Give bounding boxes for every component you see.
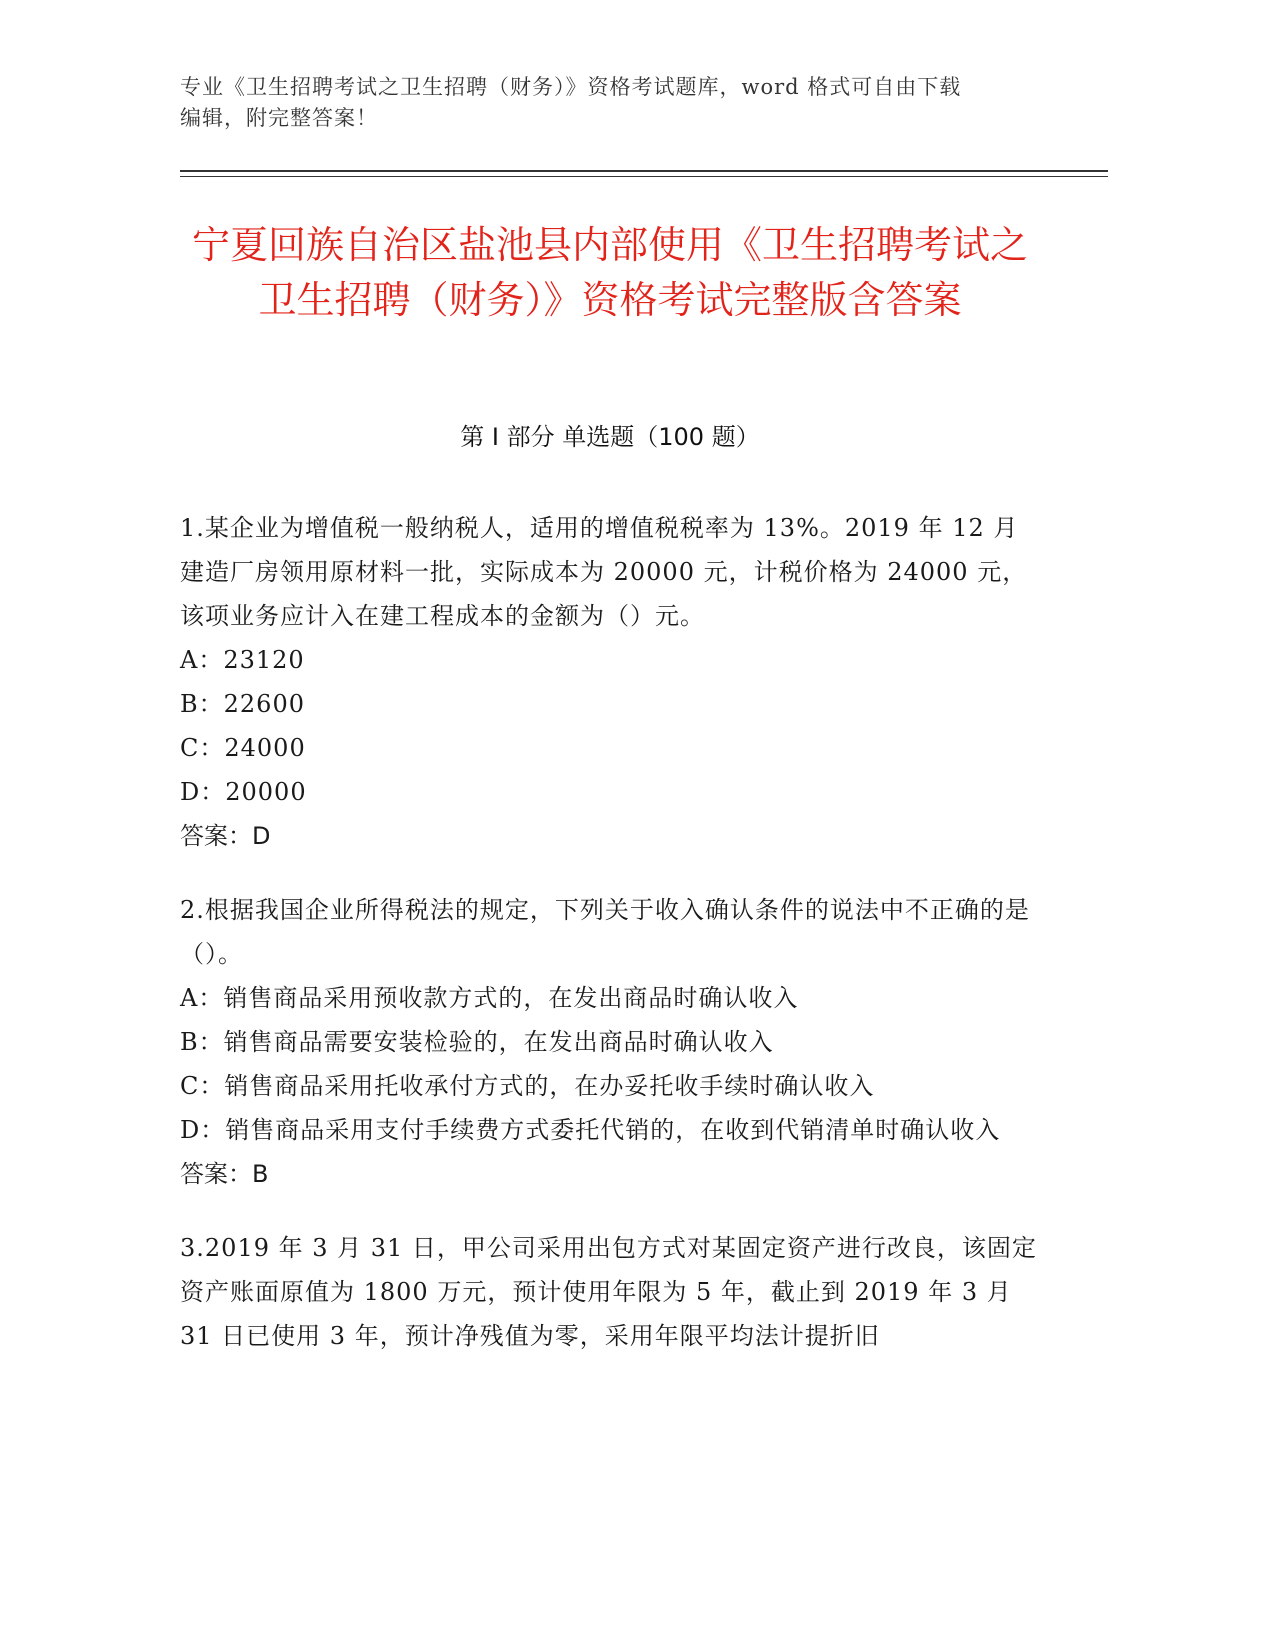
header-divider-thin	[180, 176, 1108, 177]
option-d: D：销售商品采用支付手续费方式委托代销的，在收到代销清单时确认收入	[180, 1116, 1001, 1144]
question-3	[180, 1226, 1040, 1358]
question-1	[180, 506, 1040, 858]
answer-line: 答案：B	[180, 1160, 269, 1188]
question-stem: 3.2019 年 3 月 31 日，甲公司采用出包方式对某固定资产进行改良，该固定资产账面原值为 1800 万元，预计使用年限为 5 年，截止到 2019 年 3 月 31 日已使用 3 年，预计净残值为零，采用年限平均法计提折旧	[180, 1234, 1037, 1350]
option-b: B：22600	[180, 690, 305, 718]
option-a: A：销售商品采用预收款方式的，在发出商品时确认收入	[180, 984, 799, 1012]
header-divider-thick	[180, 170, 1108, 172]
question-stem: 2.根据我国企业所得税法的规定，下列关于收入确认条件的说法中不正确的是（）。	[180, 896, 1030, 968]
option-c: C：销售商品采用托收承付方式的，在办妥托收手续时确认收入	[180, 1072, 875, 1100]
option-a: A：23120	[180, 646, 305, 674]
option-d: D：20000	[180, 778, 307, 806]
question-stem: 1.某企业为增值税一般纳税人，适用的增值税税率为 13%。2019 年 12 月建造厂房领用原材料一批，实际成本为 20000 元，计税价格为 24000 元，该项业务应计入在建工程成本的金额为（）元。	[180, 514, 1028, 630]
header-note-line-1: 专业《卫生招聘考试之卫生招聘（财务）》资格考试题库，word 格式可自由下载	[180, 75, 962, 99]
question-list	[180, 506, 1040, 1388]
section-title: 第 I 部分 单选题（100 题）	[460, 423, 760, 451]
answer-line: 答案：D	[180, 822, 271, 850]
option-b: B：销售商品需要安装检验的，在发出商品时确认收入	[180, 1028, 774, 1056]
option-c: C：24000	[180, 734, 306, 762]
header-note	[180, 72, 1080, 134]
document-title: 宁夏回族自治区盐池县内部使用《卫生招聘考试之卫生招聘（财务）》资格考试完整版含答案	[191, 223, 1028, 322]
question-2	[180, 888, 1040, 1196]
header-note-line-2: 编辑，附完整答案！	[180, 106, 378, 130]
